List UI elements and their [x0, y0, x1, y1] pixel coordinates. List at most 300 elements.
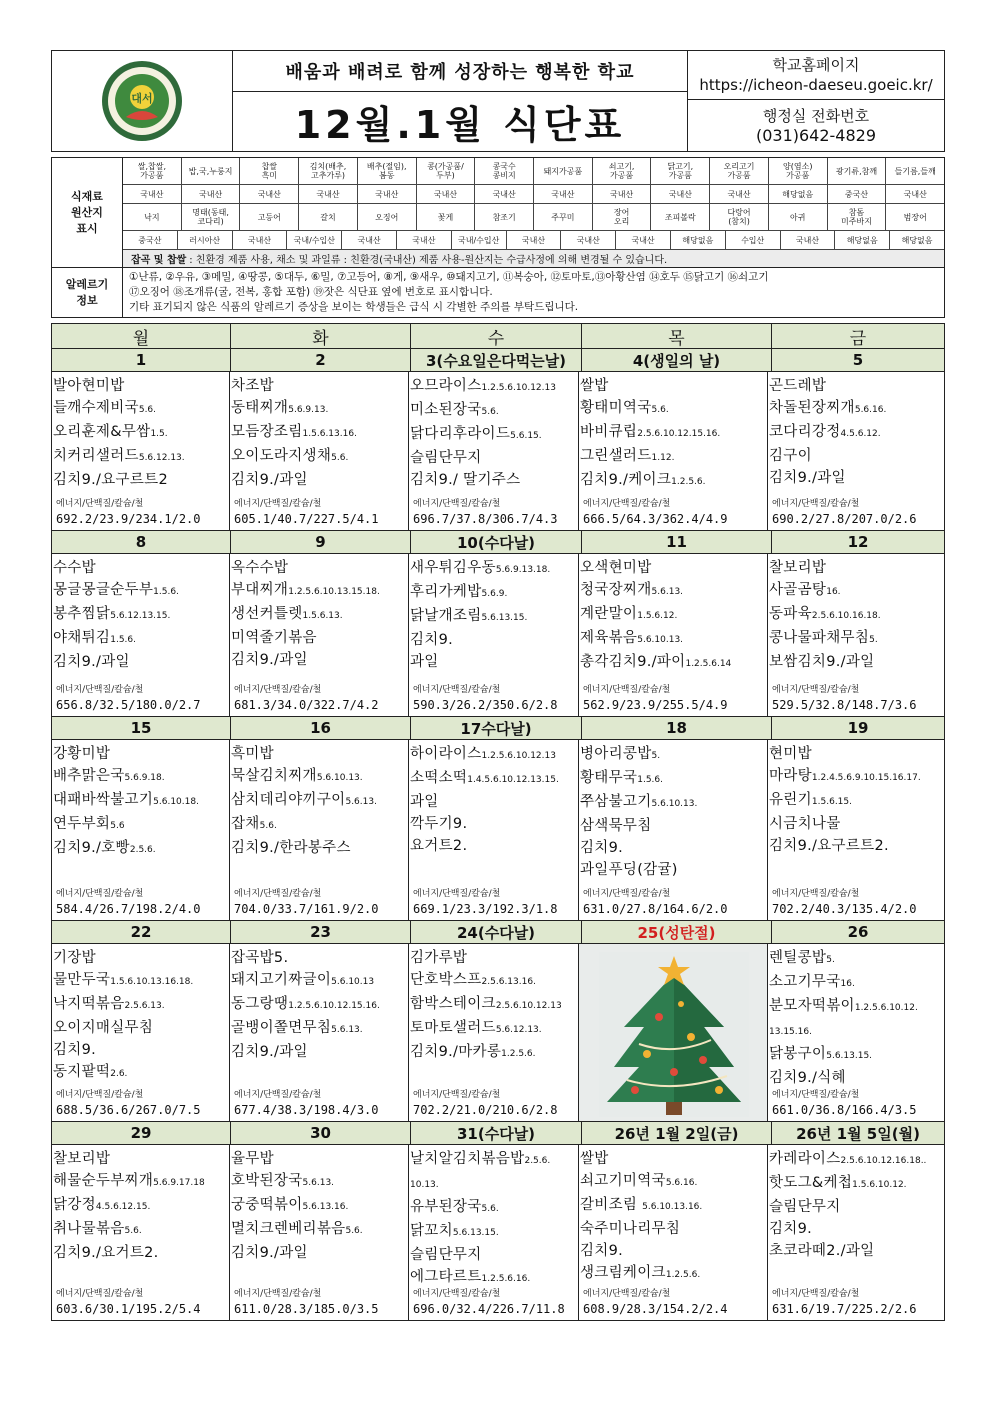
allergen-codes: 1.5. — [150, 429, 168, 439]
origin-country: 국내산 — [710, 185, 769, 203]
menu-item: 동지팥떡2.6. — [53, 1064, 128, 1080]
nutrition-values: 611.0/28.3/185.0/3.5 — [234, 1302, 379, 1316]
homepage-label: 학교홈페이지 — [772, 56, 860, 74]
date-label: 9 — [231, 531, 411, 553]
nutrition-label: 에너지/단백질/칼슘/철 — [413, 685, 501, 695]
menu-item: 삼색묵무침 — [580, 818, 652, 834]
week-row — [52, 921, 944, 1122]
date-label: 10(수다날) — [411, 531, 582, 553]
allergen-codes: 5.6.13.15. — [826, 1051, 873, 1061]
allergy-body — [123, 268, 944, 317]
nutrition-info — [583, 887, 728, 917]
menu-item: 김치9./호빵2.5.6. — [53, 840, 156, 856]
menu-item: 대패바싹불고기5.6.10.18. — [53, 792, 199, 808]
origin-country: 국내산 — [240, 185, 299, 203]
allergen-codes: 5.6.9.18. — [124, 773, 165, 783]
menu-item: 분모자떡볶이1.2.5.6.10.12. — [769, 998, 918, 1014]
menu-item: 황태무국1.5.6. — [580, 770, 663, 786]
date-row — [52, 531, 944, 554]
menu-item: 함박스테이크2.5.6.10.12.13 — [410, 996, 562, 1012]
allergen-codes: 2.5.6.10.16.18. — [811, 611, 881, 621]
school-logo — [100, 59, 184, 143]
allergen-codes: 1.2.5.6.10.12.13 — [481, 383, 556, 393]
allergen-codes: 1.5.6.12. — [637, 611, 678, 621]
nutrition-values: 562.9/23.9/255.5/4.9 — [583, 698, 728, 712]
date-label: 1 — [52, 349, 231, 371]
nutrition-info — [56, 887, 201, 917]
nutrition-info — [234, 887, 379, 917]
origin-country: 국내산 — [342, 231, 397, 249]
nutrition-values: 696.7/37.8/306.7/4.3 — [413, 512, 558, 526]
day-menu-cell — [52, 372, 230, 530]
menu-item: 궁중떡볶이5.6.13.16. — [231, 1197, 349, 1213]
nutrition-label: 에너지/단백질/칼슘/철 — [234, 1289, 322, 1299]
allergen-codes: 16. — [826, 587, 841, 597]
date-label: 16 — [231, 717, 411, 739]
nutrition-label: 에너지/단백질/칼슘/철 — [413, 889, 501, 899]
allergen-codes: 5.6.9.17.18 — [153, 1178, 205, 1188]
allergen-codes: 5.6.16. — [854, 405, 887, 415]
origin-country: 해당없음 — [901, 235, 933, 245]
page-title: 12월.1월 식단표 — [294, 103, 626, 147]
menu-item: 닭꼬치5.6.13.15. — [410, 1223, 499, 1239]
menu-item: 후리가케밥5.6.9. — [410, 584, 508, 600]
allergy-table — [51, 268, 945, 318]
menu-item: 김치9./요거트2. — [53, 1245, 159, 1261]
menu-item: 콩나물파채무침5. — [769, 630, 878, 646]
allergen-codes: 5.6. — [481, 1204, 499, 1214]
christmas-cell — [579, 944, 768, 1121]
menu-item: 과일푸딩(감귤) — [580, 862, 678, 878]
menu-item: 김구이 — [769, 448, 812, 464]
nutrition-info — [583, 683, 728, 713]
menu-item: 깍두기9. — [410, 816, 468, 832]
menu-item: 물만두국1.5.6.10.13.16.18. — [53, 972, 194, 988]
weekday-thu: 목 — [582, 324, 772, 348]
origin-food: 광기류,참깨 — [828, 158, 887, 184]
week-row — [52, 531, 944, 717]
origin-country: 중국산 — [828, 185, 887, 203]
origin-country: 국내산 — [299, 185, 358, 203]
menu-item: 해물순두부찌개5.6.9.17.18 — [53, 1173, 205, 1189]
menu-item: 김치9. — [580, 840, 624, 856]
origin-food: 고등어 — [240, 204, 299, 230]
origin-food: 범장어 — [903, 212, 927, 222]
menu-item: 날치알김치볶음밥2.5.6. — [410, 1151, 551, 1167]
nutrition-label: 에너지/단백질/칼슘/철 — [234, 889, 322, 899]
nutrition-info — [772, 1287, 917, 1317]
allergen-codes: 5.6. — [259, 821, 277, 831]
origin-food: 오징어 — [358, 204, 417, 230]
day-menu-cell — [52, 1145, 230, 1320]
date-label: 31(수다날) — [411, 1122, 582, 1144]
date-label: 23 — [231, 921, 411, 943]
menu-item: 김치9./과일 — [53, 654, 130, 670]
menu-item: 찰보리밥 — [769, 560, 827, 576]
menu-item: 보쌈김치9./과일 — [769, 654, 875, 670]
nutrition-info — [413, 887, 558, 917]
menu-item: 차돌된장찌개5.6.16. — [769, 400, 887, 416]
menu-item: 미역줄기볶음 — [231, 630, 317, 646]
menu-item: 갈비조림 5.6.10.13.16. — [580, 1197, 703, 1213]
menu-item: 김치9./식혜 — [769, 1070, 846, 1086]
school-slogan: 배움과 배려로 함께 성장하는 행복한 학교 — [233, 51, 687, 92]
origin-food: 낙지 — [123, 204, 182, 230]
menu-item: 병아리콩밥5. — [580, 746, 661, 762]
origin-country: 국내산 — [123, 185, 182, 203]
nutrition-label: 에너지/단백질/칼슘/철 — [583, 889, 671, 899]
date-label: 2 — [231, 349, 411, 371]
origin-country: 국내산 — [651, 185, 710, 203]
allergen-codes: 5.6.12.13.15. — [110, 611, 171, 621]
allergen-codes: 5.6.10.13. — [651, 799, 698, 809]
day-menu-cell — [52, 944, 230, 1121]
day-menu-cell — [409, 1145, 579, 1320]
origin-food: 양(염소) 가공품 — [769, 158, 828, 184]
nutrition-info — [234, 1287, 379, 1317]
nutrition-label: 에너지/단백질/칼슘/철 — [56, 1090, 144, 1100]
menu-item: 찰보리밥 — [53, 1151, 111, 1167]
menu-item: 오색현미밥 — [580, 560, 652, 576]
menu-item: 과일 — [410, 654, 439, 670]
menu-item: 쇠고기미역국5.6.16. — [580, 1173, 698, 1189]
allergen-codes: 5.6.16. — [665, 1178, 698, 1188]
origin-seafood-values-row — [123, 231, 944, 250]
origin-country: 국내산 — [903, 189, 927, 199]
menu-item: 율무밥 — [231, 1151, 274, 1167]
allergen-codes: 1.5.6. — [153, 587, 179, 597]
allergy-label: 알레르기 정보 — [52, 268, 123, 317]
date-row — [52, 717, 944, 740]
allergen-codes: 1.2.5.6.10.12. — [854, 1003, 918, 1013]
allergen-codes: 2.5.6.10.12.13 — [495, 1001, 562, 1011]
allergen-codes: 2.5.6.13.16. — [481, 977, 536, 987]
origin-country: 수입산 — [726, 231, 781, 249]
menu-item: 동태찌개5.6.9.13. — [231, 400, 329, 416]
allergen-codes: 5.6. — [481, 407, 499, 417]
allergen-codes: 2.5.6. — [524, 1156, 551, 1166]
menu-item — [410, 1172, 578, 1196]
menu-item: 슬림단무지 — [410, 450, 482, 466]
origin-food: 찹쌀 흑미 — [240, 158, 299, 184]
menu-row — [52, 944, 944, 1121]
menu-item: 치커리샐러드5.6.12.13. — [53, 448, 185, 464]
allergen-codes: 5. — [826, 955, 835, 965]
nutrition-values: 631.6/19.7/225.2/2.6 — [772, 1302, 917, 1316]
nutrition-label: 에너지/단백질/칼슘/철 — [583, 1289, 671, 1299]
allergy-line-2: ⑰오징어 ⑱조개류(굴, 전복, 홍합 포함) ⑲잣은 식단표 옆에 번호로 표시합니다. — [129, 286, 493, 298]
menu-item: 묵살김치찌개5.6.10.13. — [231, 768, 363, 784]
allergen-codes: 5.6. — [345, 1226, 363, 1236]
menu-item: 총각김치9./파이1.2.5.6.14 — [580, 654, 732, 670]
nutrition-info — [234, 683, 379, 713]
allergen-codes: 5.6.10.13 — [331, 977, 375, 987]
nutrition-values: 603.6/30.1/195.2/5.4 — [56, 1302, 201, 1316]
origin-note — [123, 250, 944, 267]
day-menu-cell — [230, 944, 409, 1121]
menu-item: 시금치나물 — [769, 816, 841, 832]
allergen-codes: 5.6.9.13.18. — [495, 565, 551, 575]
allergen-codes: 5.6.13.15. — [452, 1228, 499, 1238]
date-label: 19 — [847, 719, 869, 737]
allergen-codes: 5.6.13. — [331, 1025, 363, 1035]
origin-country: 해당없음 — [769, 185, 828, 203]
menu-item: 오이도라지생채5.6. — [231, 448, 349, 464]
menu-item: 닭다리후라이드5.6.15. — [410, 426, 542, 442]
menu-item: 카레라이스2.5.6.10.12.16.18.. — [769, 1151, 927, 1167]
allergen-codes: 1.5.6. — [637, 775, 663, 785]
date-label: 15 — [52, 717, 231, 739]
date-label: 12 — [847, 533, 869, 551]
allergy-line-1: ①난류, ②우유, ③메밀, ④땅콩, ⑤대두, ⑥밀, ⑦고등어, ⑧게, ⑨새우, ⑩돼지고기, ⑪복숭아, ⑫토마토,⑬아황산염 ⑭호두 ⑮닭고기 ⑯쇠고기 — [129, 271, 769, 283]
allergen-codes: 16. — [840, 979, 855, 989]
homepage-url[interactable]: https://icheon-daeseu.goeic.kr/ — [699, 76, 933, 94]
phone-number: (031)642-4829 — [755, 125, 877, 145]
nutrition-info — [234, 497, 379, 527]
menu-item: 김치9./ 딸기주스 — [410, 472, 521, 488]
day-menu-cell — [409, 372, 579, 530]
allergen-codes: 2.5.6.13. — [124, 1001, 165, 1011]
menu-item: 김치9./과일 — [231, 652, 308, 668]
nutrition-label: 에너지/단백질/칼슘/철 — [772, 1289, 860, 1299]
allergen-codes: 1.5.6.10.12. — [852, 1180, 907, 1190]
menu-item: 호박된장국5.6.13. — [231, 1173, 335, 1189]
day-menu-cell — [230, 554, 409, 716]
origin-country: 국내산 — [397, 231, 452, 249]
school-logo-cell — [52, 51, 233, 151]
nutrition-values: 681.3/34.0/322.7/4.2 — [234, 698, 379, 712]
menu-item: 옥수수밥 — [231, 560, 289, 576]
menu-item: 흑미밥 — [231, 746, 274, 762]
nutrition-label: 에너지/단백질/칼슘/철 — [56, 1289, 144, 1299]
allergen-codes: 5.6.13.15. — [481, 613, 528, 623]
menu-item: 김치9./과일 — [231, 1245, 308, 1261]
menu-item: 생크림케이크1.2.5.6. — [580, 1265, 701, 1281]
allergen-codes: 1.2.5.6.10.12.15.16. — [288, 1001, 380, 1011]
nutrition-label: 에너지/단백질/칼슘/철 — [234, 1090, 322, 1100]
date-row — [52, 349, 944, 372]
nutrition-values: 702.2/40.3/135.4/2.0 — [772, 902, 917, 916]
nutrition-info — [413, 1287, 565, 1317]
origin-food: 장어 오리 — [593, 204, 652, 230]
allergen-codes: 5.6.12.13. — [495, 1025, 542, 1035]
menu-item: 새우튀김우동5.6.9.13.18. — [410, 560, 551, 576]
allergen-codes: 5.6.9. — [481, 589, 508, 599]
nutrition-info — [56, 1287, 201, 1317]
nutrition-values: 631.0/27.8/164.6/2.0 — [583, 902, 728, 916]
menu-item: 닭날개조림5.6.13.15. — [410, 608, 528, 624]
allergen-codes: 5.6. — [138, 405, 157, 415]
title-cell — [233, 51, 688, 151]
menu-item: 발아현미밥 — [53, 378, 125, 394]
nutrition-values: 656.8/32.5/180.0/2.7 — [56, 698, 201, 712]
nutrition-label: 에너지/단백질/칼슘/철 — [234, 685, 322, 695]
menu-item: 소고기무국16. — [769, 974, 855, 990]
menu-item: 오리훈제&무쌈1.5. — [53, 424, 168, 440]
date-label: 26 — [847, 923, 869, 941]
origin-country: 국내산 — [358, 185, 417, 203]
menu-item: 쌀밥 — [580, 1151, 609, 1167]
week-row — [52, 349, 944, 531]
date-label: 26년 1월 2일(금) — [582, 1122, 772, 1144]
nutrition-values: 666.5/64.3/362.4/4.9 — [583, 512, 728, 526]
nutrition-label: 에너지/단백질/칼슘/철 — [772, 499, 860, 509]
menu-item: 숙주미나리무침 — [580, 1221, 681, 1237]
menu-calendar — [51, 323, 945, 1321]
menu-item: 부대찌개1.2.5.6.10.13.15.18. — [231, 582, 380, 598]
nutrition-label: 에너지/단백질/칼슘/철 — [413, 1289, 501, 1299]
origin-food: 명태(동태, 코다리) — [182, 204, 241, 230]
nutrition-values: 677.4/38.3/198.4/3.0 — [234, 1103, 379, 1117]
day-menu-cell — [579, 740, 768, 920]
menu-item: 핫도그&케첩1.5.6.10.12. — [769, 1175, 907, 1191]
date-label: 26년 1월 5일(월) — [796, 1124, 920, 1143]
menu-item: 배추맑은국5.6.9.18. — [53, 768, 165, 784]
nutrition-label: 에너지/단백질/칼슘/철 — [772, 685, 860, 695]
menu-item: 강황미밥 — [53, 746, 111, 762]
menu-item: 하이라이스1.2.5.6.10.12.13 — [410, 746, 556, 762]
menu-item: 들깨수제비국5.6. — [53, 400, 157, 416]
menu-item: 에그타르트1.2.5.6.16. — [410, 1269, 531, 1285]
menu-item: 김치9./요구르트2. — [769, 838, 889, 854]
allergen-codes: 5.6 — [110, 821, 125, 831]
menu-item: 청국장찌개5.6.13. — [580, 582, 684, 598]
origin-food: 참돔 미주바지 — [828, 204, 887, 230]
nutrition-label: 에너지/단백질/칼슘/철 — [772, 1090, 860, 1100]
allergen-codes: 1.4.5.6.10.12.13.15. — [467, 775, 559, 785]
origin-label: 식재료 원산지 표시 — [52, 158, 123, 267]
menu-item: 슬림단무지 — [769, 1199, 841, 1215]
menu-item: 초코라떼2./과일 — [769, 1243, 875, 1259]
menu-item: 차조밥 — [231, 378, 274, 394]
origin-food: 조피볼락 — [651, 204, 710, 230]
weekday-wed: 수 — [411, 324, 582, 348]
allergen-codes: 5. — [651, 751, 661, 761]
day-menu-cell — [52, 554, 230, 716]
day-menu-cell — [579, 554, 768, 716]
allergen-codes: 1.2.5.6. — [501, 1049, 536, 1059]
origin-country: 국내/수입산 — [287, 231, 342, 249]
contact-cell — [688, 51, 944, 151]
menu-item: 야채튀김1.5.6. — [53, 630, 136, 646]
day-menu-cell — [768, 554, 944, 716]
day-menu-cell — [579, 1145, 768, 1320]
nutrition-info — [772, 887, 917, 917]
menu-item: 김치9./한라봉주스 — [231, 840, 351, 856]
menu-item: 김치9. — [410, 632, 454, 648]
allergen-codes: 5.6. — [124, 1226, 142, 1236]
origin-country: 국내산 — [475, 185, 534, 203]
allergen-codes: 1.2.5.6.14 — [685, 659, 732, 669]
menu-row — [52, 554, 944, 716]
menu-item: 몽글몽글순두부1.5.6. — [53, 582, 179, 598]
date-label: 4(생일의 날) — [582, 349, 772, 371]
allergen-codes: 4.5.6.12. — [840, 429, 881, 439]
origin-seafood-row — [123, 204, 944, 231]
menu-item: 마라탕1.2.4.5.6.9.10.15.16.17. — [769, 768, 921, 784]
menu-item: 그린샐러드1.12. — [580, 448, 675, 464]
origin-values-row — [123, 185, 944, 204]
nutrition-values: 529.5/32.8/148.7/3.6 — [772, 698, 917, 712]
nutrition-values: 690.2/27.8/207.0/2.6 — [772, 512, 917, 526]
menu-item: 닭강정4.5.6.12.15. — [53, 1197, 151, 1213]
menu-item — [769, 1019, 944, 1043]
menu-item: 현미밥 — [769, 746, 812, 762]
menu-item: 쭈삼불고기5.6.10.13. — [580, 794, 698, 810]
menu-item: 김치9./과일 — [231, 472, 308, 488]
date-label: 3(수요일은다먹는날) — [411, 349, 582, 371]
date-label: 29 — [52, 1122, 231, 1144]
day-menu-cell — [768, 372, 944, 530]
origin-food: 닭고기, 가공품 — [651, 158, 710, 184]
day-menu-cell — [409, 554, 579, 716]
date-label: 24(수다날) — [411, 921, 582, 943]
menu-item: 김가루밥 — [410, 950, 468, 966]
nutrition-values: 692.2/23.9/234.1/2.0 — [56, 512, 201, 526]
menu-item: 단호박스프2.5.6.13.16. — [410, 972, 536, 988]
phone-label: 행정실 전화번호 — [762, 106, 870, 125]
date-row — [52, 1122, 944, 1145]
christmas-tree-icon — [599, 952, 749, 1117]
menu-item: 연두부회5.6 — [53, 816, 125, 832]
menu-item: 유부된장국5.6. — [410, 1199, 499, 1215]
menu-row — [52, 740, 944, 920]
allergen-codes: 1.12. — [651, 453, 675, 463]
origin-food: 아귀 — [769, 204, 828, 230]
origin-country: 국내산 — [182, 185, 241, 203]
origin-food: 주꾸미 — [534, 204, 593, 230]
allergen-codes: 5.6.10.13. — [637, 635, 684, 645]
menu-item: 슬림단무지 — [410, 1247, 482, 1263]
nutrition-info — [413, 683, 558, 713]
menu-item: 김치9./과일 — [231, 1044, 308, 1060]
origin-country: 국내산 — [534, 185, 593, 203]
nutrition-values: 696.0/32.4/226.7/11.8 — [413, 1302, 565, 1316]
menu-item: 김치9./요구르트2 — [53, 472, 168, 488]
allergen-codes: 5.6.15. — [510, 431, 542, 441]
menu-item: 김치9. — [53, 1042, 97, 1058]
menu-item: 김치9./마카롱1.2.5.6. — [410, 1044, 536, 1060]
nutrition-label: 에너지/단백질/칼슘/철 — [234, 499, 322, 509]
nutrition-info — [583, 1287, 728, 1317]
nutrition-label: 에너지/단백질/칼슘/철 — [583, 685, 671, 695]
svg-text:대서: 대서 — [131, 92, 153, 105]
allergen-codes: 5.6.13. — [345, 797, 377, 807]
menu-item: 돼지고기짜글이5.6.10.13 — [231, 972, 375, 988]
menu-item: 소떡소떡1.4.5.6.10.12.13.15. — [410, 770, 559, 786]
origin-note-bold: 잡곡 및 찹쌀 — [131, 255, 187, 266]
origin-food: 김치(배추, 고추가루) — [299, 158, 358, 184]
day-menu-cell — [579, 372, 768, 530]
nutrition-info — [56, 497, 201, 527]
nutrition-info — [772, 497, 917, 527]
day-menu-cell — [230, 1145, 409, 1320]
day-menu-cell — [768, 944, 944, 1121]
menu-item: 제육볶음5.6.10.13. — [580, 630, 684, 646]
menu-item: 토마토샐러드5.6.12.13. — [410, 1020, 542, 1036]
date-label: 22 — [52, 921, 231, 943]
origin-body — [123, 158, 944, 267]
nutrition-label: 에너지/단백질/칼슘/철 — [772, 889, 860, 899]
week-row — [52, 717, 944, 921]
menu-item: 오므라이스1.2.5.6.10.12.13 — [410, 378, 556, 394]
day-menu-cell — [230, 372, 409, 530]
nutrition-values: 702.2/21.0/210.6/2.8 — [413, 1103, 558, 1117]
date-row — [52, 921, 944, 944]
date-label: 11 — [582, 531, 772, 553]
allergen-codes: 2.5.6. — [129, 845, 156, 855]
origin-country: 중국산 — [123, 231, 178, 249]
